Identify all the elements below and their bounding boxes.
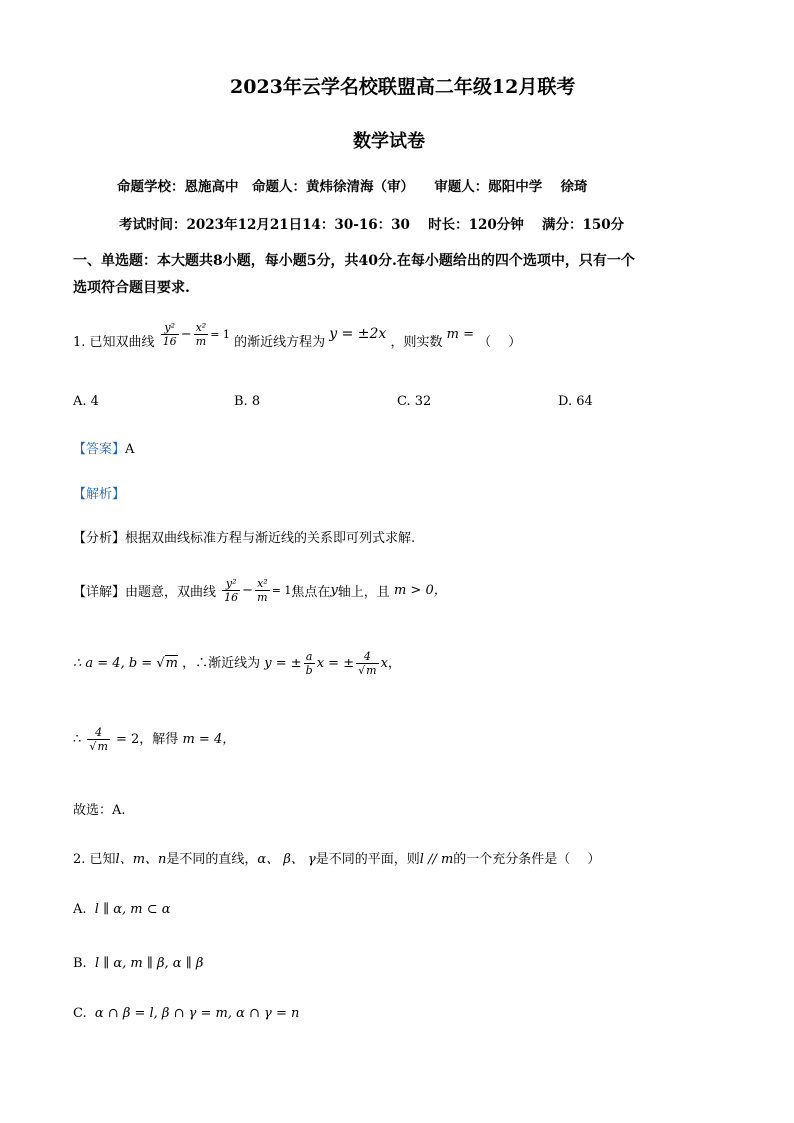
option-a: A. 4 <box>73 394 99 409</box>
hyperbola-equation: $\frac{\text{y²}}{16}$ <box>162 321 177 348</box>
q2-stem-c: 是不同的平面，则 <box>315 852 420 867</box>
q2-option-a <box>73 902 171 917</box>
m-equals: m = <box>446 327 474 342</box>
detail-text-1: 由题意，双曲线 <box>125 585 217 600</box>
derivation-line-2: ∴ $\frac{4}{√m}$ = 2，解得 m = 4， <box>73 726 236 753</box>
asymptote-equation: y = ±2x <box>329 326 387 342</box>
q2-option-a-label: A. <box>73 902 87 917</box>
answer-value: A <box>125 442 135 457</box>
q2-option-a-text: l ∥ α, m ⊂ α <box>94 902 171 917</box>
exam-title: 2023年云学名校联盟高二年级12月联考 <box>230 76 576 98</box>
question-2-stem <box>73 848 600 867</box>
derivation-line-1: ∴ a = 4, b = √m ，∴渐近线为 y = ± $\frac{a}{b}$ x = ± $\frac{4}{√m}$ x， <box>73 650 401 677</box>
fenxi-text: 根据双曲线标准方程与渐近线的关系即可列式求解. <box>125 531 416 546</box>
detail-text-2: 焦点在 <box>291 585 331 600</box>
q2-option-b-label: B. <box>73 956 87 971</box>
detail-text-3: 轴上，且 <box>337 585 390 600</box>
choose-line: 故选：A. <box>73 803 126 818</box>
q1-suffix: ，则实数 <box>390 335 443 350</box>
exam-info-line: 考试时间：2023年12月21日14：30-16：30 时长：120分钟 满分：150分 <box>119 217 625 233</box>
option-d: D. 64 <box>558 394 593 409</box>
q2-stem-d: 的一个充分条件是（ ） <box>453 852 601 867</box>
analysis-tag: 【解析】 <box>73 487 126 502</box>
line-eq: = 2，解得 <box>116 732 179 747</box>
fenxi-tag: 【分析】 <box>73 531 126 546</box>
answer-paren: （ ） <box>478 335 522 350</box>
q2-planes: α、 β、 γ <box>257 852 316 867</box>
fenxi-line <box>73 527 415 546</box>
q2-option-c <box>73 1006 299 1021</box>
q2-option-b-text: l ∥ α, m ∥ β, α ∥ β <box>94 956 204 971</box>
q1-prefix: 1. 已知双曲线 <box>73 335 155 350</box>
detail-cond: m > 0， <box>393 583 447 598</box>
q2-lines: l、m、n <box>115 852 167 867</box>
answer-line <box>73 438 134 457</box>
q2-rel: l // m <box>419 852 454 867</box>
option-b: B. 8 <box>234 394 261 409</box>
q2-stem-a: 2. 已知 <box>73 852 116 867</box>
detail-tag: 【详解】 <box>73 585 126 600</box>
q2-option-c-text: α ∩ β = l, β ∩ γ = m, α ∩ γ = n <box>94 1006 300 1021</box>
section-heading: 一、单选题：本大题共8小题，每小题5分，共40分.在每小题给出的四个选项中，只有一个 <box>73 253 635 269</box>
therefore-symbol: ∴ <box>73 732 82 747</box>
option-c: C. 32 <box>397 394 432 409</box>
detail-line: 【详解】由题意，双曲线 $\frac{\text{y²}}{16}$ − $\frac{\text{x²}}{m}$ = 1焦点在y轴上，且 m > 0， <box>73 577 447 604</box>
line-m: m = 4， <box>182 732 236 747</box>
q2-option-b <box>73 956 203 971</box>
answer-tag: 【答案】 <box>73 442 126 457</box>
question-1-stem: 1. 已知双曲线 $\frac{\text{y²}}{16}$ − $\frac{\text{x²}}{m}$ = 1 的渐近线方程为 y = ±2x ，则实数 m = （ ） <box>73 321 522 350</box>
exam-subtitle: 数学试卷 <box>353 131 425 152</box>
line-ab2: ，∴渐近线为 <box>182 656 261 671</box>
q2-option-c-label: C. <box>73 1006 87 1021</box>
q1-mid: 的渐近线方程为 <box>234 335 326 350</box>
proposer-line: 命题学校：恩施高中 命题人：黄炜徐清海（审） 审题人：郧阳中学 徐琦 <box>117 179 588 195</box>
section-heading-cont: 选项符合题目要求. <box>73 280 190 296</box>
line-ab: ∴ a = 4, b = <box>73 656 153 671</box>
q2-stem-b: 是不同的直线， <box>166 852 258 867</box>
